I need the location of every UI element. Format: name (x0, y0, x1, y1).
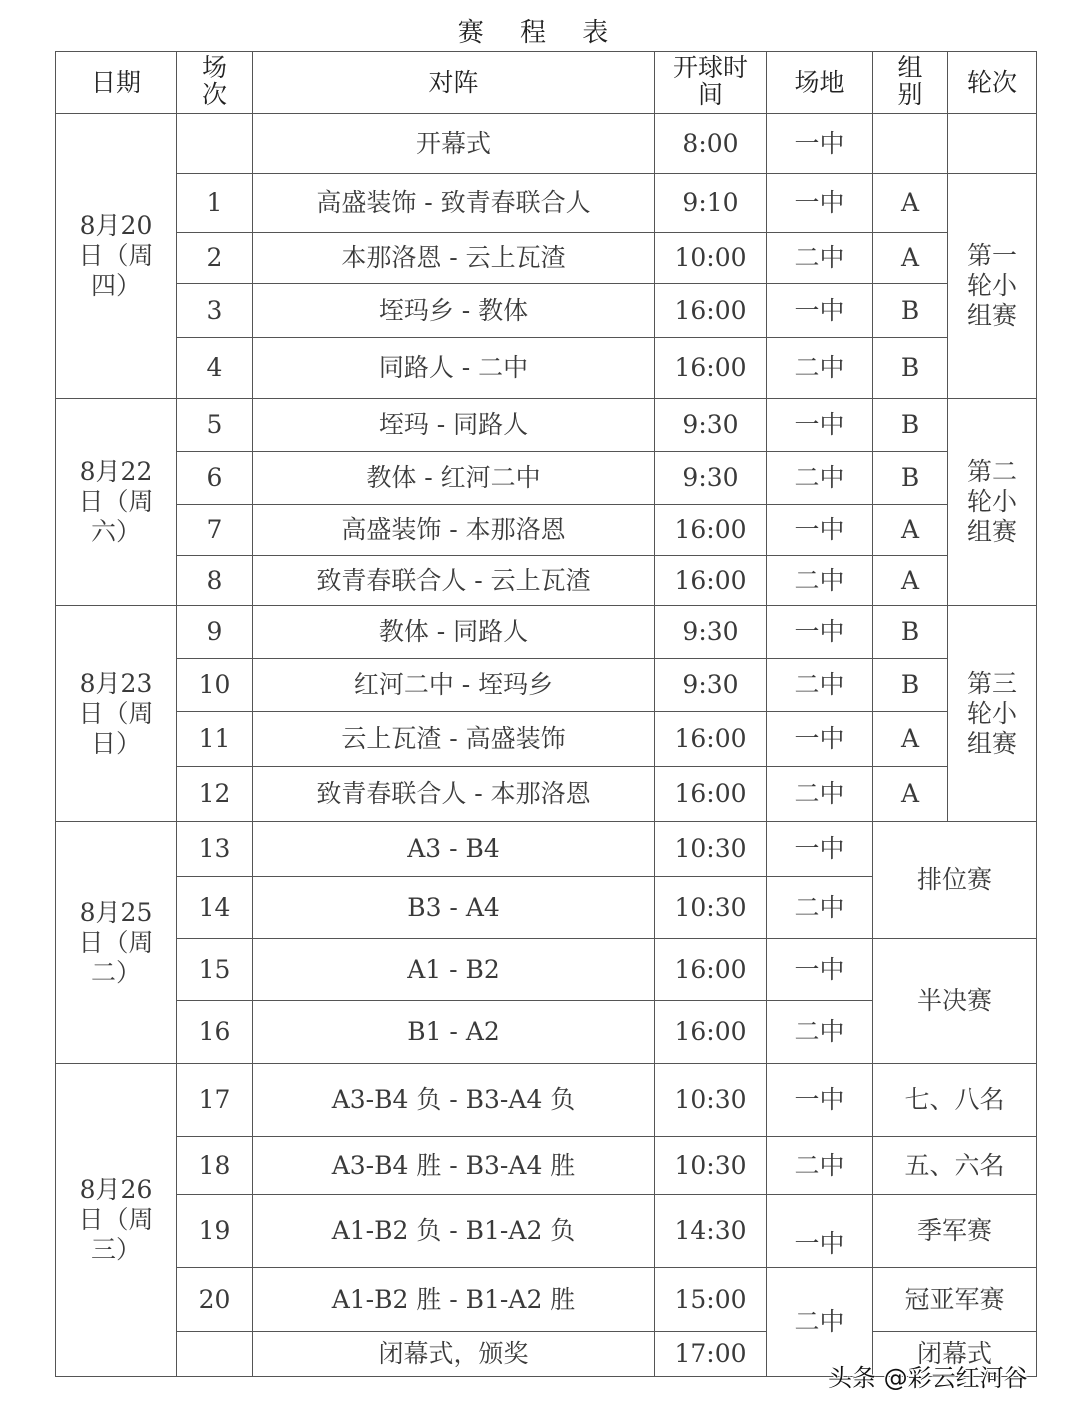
venue: 二中 (767, 556, 873, 606)
table-row (56, 399, 1037, 452)
group: A (873, 505, 948, 556)
venue: 二中 (767, 233, 873, 284)
venue: 一中 (767, 1195, 873, 1268)
match-no: 5 (177, 399, 253, 452)
group: B (873, 606, 948, 659)
date-cell: 8月22日（周六） (56, 399, 177, 606)
round: 七、八名 (873, 1064, 1037, 1137)
kickoff-time: 16:00 (655, 338, 767, 399)
table-row (56, 174, 1037, 233)
kickoff-time: 10:30 (655, 877, 767, 939)
matchup: 红河二中 - 垤玛乡 (253, 659, 655, 712)
schedule-table (55, 51, 1037, 1377)
matchup: A1-B2 胜 - B1-A2 胜 (253, 1268, 655, 1332)
kickoff-time: 17:00 (655, 1332, 767, 1377)
matchup: 开幕式 (253, 114, 655, 174)
table-row (56, 114, 1037, 174)
watermark: 头条 @彩云红河谷 (828, 1364, 1028, 1392)
header-date: 日期 (56, 52, 177, 114)
match-no: 12 (177, 767, 253, 822)
header-kickoff: 开球时间 (655, 52, 767, 114)
group: B (873, 284, 948, 338)
matchup: 高盛装饰 - 本那洛恩 (253, 505, 655, 556)
match-no: 15 (177, 939, 253, 1001)
match-no (177, 114, 253, 174)
match-no: 19 (177, 1195, 253, 1268)
matchup: 云上瓦渣 - 高盛装饰 (253, 712, 655, 767)
venue: 一中 (767, 284, 873, 338)
match-no: 4 (177, 338, 253, 399)
matchup: B3 - A4 (253, 877, 655, 939)
header-match-no: 场次 (177, 52, 253, 114)
venue: 二中 (767, 338, 873, 399)
venue: 一中 (767, 606, 873, 659)
table-row (56, 452, 1037, 505)
kickoff-time: 9:30 (655, 659, 767, 712)
header-round: 轮次 (948, 52, 1037, 114)
table-row (56, 1268, 1037, 1332)
kickoff-time: 16:00 (655, 1001, 767, 1064)
table-row (56, 606, 1037, 659)
matchup: 教体 - 红河二中 (253, 452, 655, 505)
matchup: 闭幕式，颁奖 (253, 1332, 655, 1377)
match-no: 9 (177, 606, 253, 659)
venue: 一中 (767, 399, 873, 452)
venue: 二中 (767, 767, 873, 822)
group: A (873, 556, 948, 606)
table-row (56, 1195, 1037, 1268)
round: 第三轮小组赛 (948, 606, 1037, 822)
match-no (177, 1332, 253, 1377)
matchup: 高盛装饰 - 致青春联合人 (253, 174, 655, 233)
kickoff-time: 16:00 (655, 505, 767, 556)
venue: 二中 (767, 659, 873, 712)
match-no: 3 (177, 284, 253, 338)
match-no: 11 (177, 712, 253, 767)
matchup: A1 - B2 (253, 939, 655, 1001)
matchup: 同路人 - 二中 (253, 338, 655, 399)
venue: 一中 (767, 174, 873, 233)
page-title: 赛 程 表 (457, 18, 623, 48)
venue: 一中 (767, 822, 873, 877)
round-ranking: 排位赛 (873, 822, 1037, 939)
date-cell: 8月20日（周四） (56, 114, 177, 399)
round: 第一轮小组赛 (948, 174, 1037, 399)
kickoff-time: 14:30 (655, 1195, 767, 1268)
round: 五、六名 (873, 1137, 1037, 1195)
table-row (56, 767, 1037, 822)
round: 季军赛 (873, 1195, 1037, 1268)
table-row (56, 338, 1037, 399)
matchup: 垤玛 - 同路人 (253, 399, 655, 452)
venue: 二中 (767, 877, 873, 939)
header-venue: 场地 (767, 52, 873, 114)
table-row (56, 284, 1037, 338)
kickoff-time: 16:00 (655, 556, 767, 606)
round: 闭幕式 (873, 1332, 1037, 1377)
date-cell: 8月25日（周二） (56, 822, 177, 1064)
match-no: 13 (177, 822, 253, 877)
kickoff-time: 10:30 (655, 822, 767, 877)
group: A (873, 767, 948, 822)
matchup: A3-B4 胜 - B3-A4 胜 (253, 1137, 655, 1195)
match-no: 14 (177, 877, 253, 939)
matchup: 垤玛乡 - 教体 (253, 284, 655, 338)
kickoff-time: 16:00 (655, 939, 767, 1001)
matchup: 致青春联合人 - 本那洛恩 (253, 767, 655, 822)
table-row (56, 1137, 1037, 1195)
kickoff-time: 9:10 (655, 174, 767, 233)
matchup: 致青春联合人 - 云上瓦渣 (253, 556, 655, 606)
kickoff-time: 9:30 (655, 399, 767, 452)
match-no: 6 (177, 452, 253, 505)
match-no: 17 (177, 1064, 253, 1137)
match-no: 10 (177, 659, 253, 712)
table-row (56, 659, 1037, 712)
table-row (56, 822, 1037, 877)
venue: 一中 (767, 939, 873, 1001)
table-row (56, 556, 1037, 606)
kickoff-time: 9:30 (655, 452, 767, 505)
group: A (873, 233, 948, 284)
group: A (873, 174, 948, 233)
table-row (56, 233, 1037, 284)
table-row (56, 939, 1037, 1001)
matchup: 教体 - 同路人 (253, 606, 655, 659)
header-matchup: 对阵 (253, 52, 655, 114)
matchup: A3-B4 负 - B3-A4 负 (253, 1064, 655, 1137)
kickoff-time: 8:00 (655, 114, 767, 174)
group: B (873, 659, 948, 712)
round: 第二轮小组赛 (948, 399, 1037, 606)
match-no: 16 (177, 1001, 253, 1064)
group (873, 114, 948, 174)
date-cell: 8月26日（周三） (56, 1064, 177, 1377)
kickoff-time: 16:00 (655, 767, 767, 822)
table-row (56, 712, 1037, 767)
header-row (56, 52, 1037, 114)
matchup: A1-B2 负 - B1-A2 负 (253, 1195, 655, 1268)
header-group: 组别 (873, 52, 948, 114)
venue: 二中 (767, 1137, 873, 1195)
kickoff-time: 10:30 (655, 1137, 767, 1195)
match-no: 7 (177, 505, 253, 556)
match-no: 2 (177, 233, 253, 284)
match-no: 8 (177, 556, 253, 606)
venue: 一中 (767, 712, 873, 767)
kickoff-time: 16:00 (655, 284, 767, 338)
table-row (56, 1064, 1037, 1137)
group: A (873, 712, 948, 767)
match-no: 18 (177, 1137, 253, 1195)
venue: 一中 (767, 114, 873, 174)
match-no: 1 (177, 174, 253, 233)
date-cell: 8月23日（周日） (56, 606, 177, 822)
matchup: 本那洛恩 - 云上瓦渣 (253, 233, 655, 284)
group: B (873, 399, 948, 452)
kickoff-time: 9:30 (655, 606, 767, 659)
group: B (873, 338, 948, 399)
round: 冠亚军赛 (873, 1268, 1037, 1332)
kickoff-time: 15:00 (655, 1268, 767, 1332)
round-semifinal: 半决赛 (873, 939, 1037, 1064)
venue: 二中 (767, 1001, 873, 1064)
kickoff-time: 16:00 (655, 712, 767, 767)
table-row (56, 505, 1037, 556)
round (948, 114, 1037, 174)
venue: 一中 (767, 1064, 873, 1137)
venue: 二中 (767, 452, 873, 505)
group: B (873, 452, 948, 505)
matchup: A3 - B4 (253, 822, 655, 877)
matchup: B1 - A2 (253, 1001, 655, 1064)
venue: 二中 (767, 1268, 873, 1377)
venue: 一中 (767, 505, 873, 556)
kickoff-time: 10:00 (655, 233, 767, 284)
kickoff-time: 10:30 (655, 1064, 767, 1137)
match-no: 20 (177, 1268, 253, 1332)
